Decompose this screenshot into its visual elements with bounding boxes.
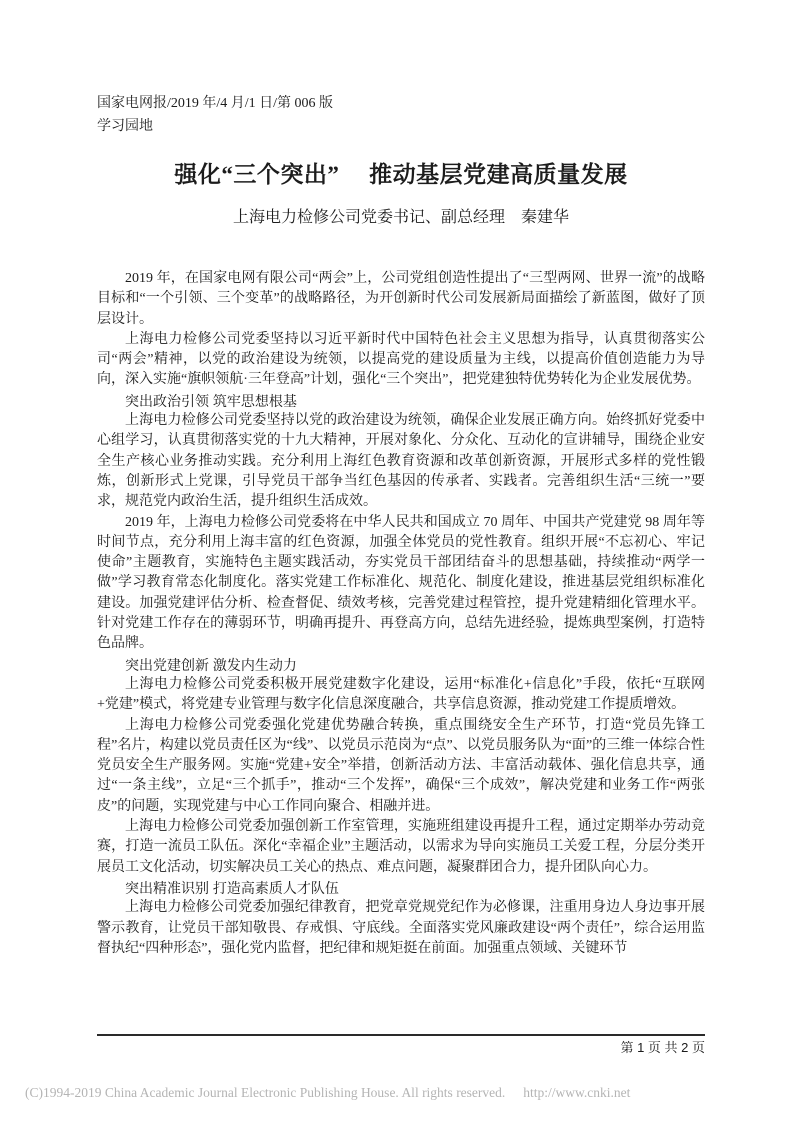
source-line: 国家电网报/2019 年/4 月/1 日/第 006 版 bbox=[97, 96, 334, 111]
article-paragraph: 2019 年，上海电力检修公司党委将在中华人民共和国成立 70 周年、中国共产党建党 98 周年等时间节点，充分利用上海丰富的红色资源，加强全体党员的党性教育。组织开展“不忘初心、牢记使命”主题教育，实施特色主题实践活动，夯实党员干部团结奋斗的思想基础，持续推动“两学一做”学习教育常态化制度化。落实党建工作标准化、规范化、制度化建设，推进基层党组织标准化建设。加强党建评估分析、检查督促、绩效考核，完善党建过程管控，提升党建精细化管理水平。针对党建工作存在的薄弱环节，明确再提升、再登高方向，总结先进经验，提炼典型案例，打造特色品牌。 bbox=[97, 514, 705, 652]
page-footer bbox=[97, 1034, 705, 1056]
article-body bbox=[97, 269, 705, 1031]
article-content bbox=[97, 92, 705, 1031]
page-indicator: 第 1 页 共 2 页 bbox=[620, 1040, 705, 1055]
article-paragraph: 2019 年，在国家电网有限公司“两会”上，公司党组创造性提出了“三型两网、世界一流”的战略目标和“一个引领、三个变革”的战略路径，为开创新时代公司发展新局面描绘了新蓝图，做好了顶层设计。 bbox=[97, 271, 705, 327]
copyright-line bbox=[25, 1084, 630, 1101]
article-paragraph: 上海电力检修公司党委加强创新工作室管理，实施班组建设再提升工程，通过定期举办劳动竞赛，打造一流员工队伍。深化“幸福企业”主题活动，以需求为导向实施员工关爱工程，分层分类开展员工文化活动，切实解决员工关心的热点、难点问题，凝聚群团合力，提升团队向心力。 bbox=[97, 819, 705, 875]
article-title: 强化“三个突出” 推动基层党建高质量发展 bbox=[174, 162, 628, 187]
article-paragraph: 上海电力检修公司党委加强纪律教育，把党章党规党纪作为必修课，注重用身边人身边事开展警示教育，让党员干部知敬畏、存戒惧、守底线。全面落实党风廉政建设“两个责任”，综合运用监督执纪“四种形态”，强化党内监督，把纪律和规矩挺在前面。加强重点领域、关键环节 bbox=[97, 900, 705, 956]
section-heading: 突出党建创新 激发内生动力 bbox=[125, 656, 297, 673]
article-paragraph: 上海电力检修公司党委坚持以习近平新时代中国特色社会主义思想为指导，认真贯彻落实公司“两会”精神，以党的政治建设为统领，以提高党的建设质量为主线，以提高价值创造能力为导向，深入实施“旗帜领航·三年登高”计划，强化“三个突出”，把党建独特优势转化为企业发展优势。 bbox=[97, 331, 705, 388]
article-paragraph: 上海电力检修公司党委强化党建优势融合转换，重点围绕安全生产环节，打造“党员先锋工程”名片，构建以党员责任区为“线”、以党员示范岗为“点”、以党员服务队为“面”的三维一体综合性党员安全生产服务网。实施“党建+安全”举措，创新活动方法、丰富活动载体、强化信息共享，通过“一条主线”，立足“三个抓手”，推动“三个发挥”，确保“三个成效”，解决党建和业务工作“两张皮”的问题，实现党建与中心工作同向聚合、相融并进。 bbox=[97, 717, 705, 814]
article-paragraph: 上海电力检修公司党委坚持以党的政治建设为统领，确保企业发展正确方向。始终抓好党委中心组学习，认真贯彻落实党的十九大精神，开展对象化、分众化、互动化的宣讲辅导，围绕企业安全生产核心业务推动实践。充分利用上海红色教育资源和改革创新资源，开展形式多样的党性锻炼，创新形式上党课，引导党员干部争当红色基因的传承者、实践者。完善组织生活“三统一”要求，规范党内政治生活，提升组织生活成效。 bbox=[97, 413, 705, 510]
footer-divider bbox=[97, 1034, 705, 1036]
section-heading: 突出政治引领 筑牢思想根基 bbox=[125, 392, 297, 409]
article-paragraph: 上海电力检修公司党委积极开展党建数字化建设，运用“标准化+信息化”手段，依托“互联网+党建”模式，将党建专业管理与数字化信息深度融合，共享信息资源，推动党建工作提质增效。 bbox=[97, 676, 705, 713]
copyright-url: http://www.cnki.net bbox=[523, 1085, 631, 1100]
article-byline: 上海电力检修公司党委书记、副总经理 秦建华 bbox=[232, 209, 569, 226]
copyright-notice: (C)1994-2019 China Academic Journal Electronic Publishing House. All rights reserved. bbox=[25, 1085, 506, 1100]
section-heading: 突出精准识别 打造高素质人才队伍 bbox=[125, 879, 339, 896]
section-line: 学习园地 bbox=[97, 119, 153, 134]
